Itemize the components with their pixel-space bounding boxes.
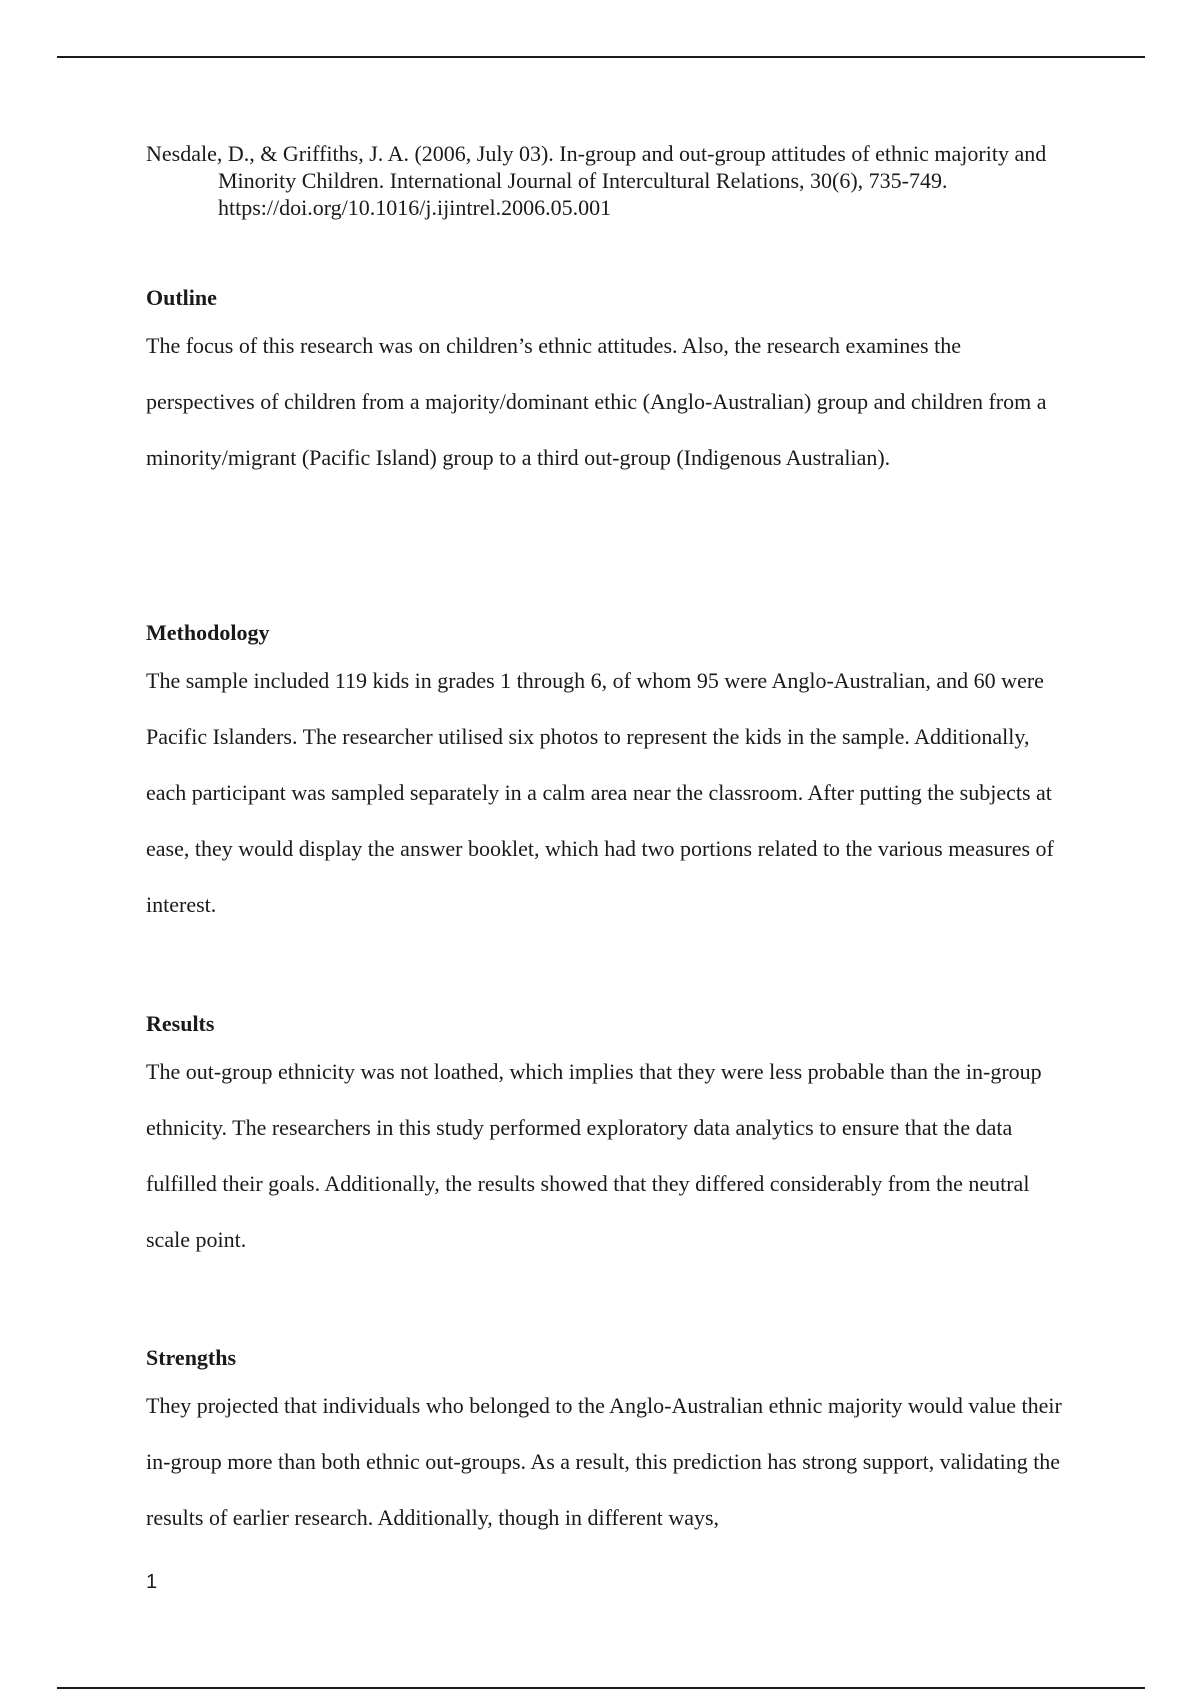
section-strengths xyxy=(146,1344,1066,1546)
section-heading: Methodology xyxy=(146,620,270,645)
header-rule xyxy=(57,56,1145,58)
section-body: They projected that individuals who belonged to the Anglo-Australian ethnic majority would value their in-group more than both ethnic out-groups. As a result, this prediction has strong support, validating the results of earlier research. Additionally, though in different ways, xyxy=(146,1393,1062,1530)
section-results xyxy=(146,1010,1066,1268)
reference-citation: Nesdale, D., & Griffiths, J. A. (2006, July 03). In-group and out-group attitudes of ethnic majority and Minority Children. International Journal of Intercultural Relations, 30(6), 735-749. https://doi.org/10.1016/j.ijintrel.2006.05.001 xyxy=(146,141,1047,220)
section-outline xyxy=(146,284,1066,486)
section-heading: Strengths xyxy=(146,1345,237,1370)
section-body: The out-group ethnicity was not loathed, which implies that they were less probable than the in-group ethnicity. The researchers in this study performed exploratory data analytics to ensure that the data fulfilled their goals. Additionally, the results showed that they differed considerably from the neutral scale point. xyxy=(146,1059,1042,1252)
section-heading: Outline xyxy=(146,285,217,310)
reference-block xyxy=(146,140,1066,221)
section-body: The focus of this research was on children’s ethnic attitudes. Also, the research examines the perspectives of children from a majority/dominant ethic (Anglo-Australian) group and children from a minority/migrant (Pacific Island) group to a third out-group (Indigenous Australian). xyxy=(146,333,1047,470)
footer-rule xyxy=(57,1687,1145,1689)
section-heading: Results xyxy=(146,1011,215,1036)
page-number: 1 xyxy=(146,1571,158,1593)
section-body: The sample included 119 kids in grades 1 through 6, of whom 95 were Anglo-Australian, and 60 were Pacific Islanders. The researcher utilised six photos to represent the kids in the sample. Additionally, each participant was sampled separately in a calm area near the classroom. After putting the subjects at ease, they would display the answer booklet, which had two portions related to the various measures of interest. xyxy=(146,668,1054,917)
section-methodology xyxy=(146,619,1066,933)
